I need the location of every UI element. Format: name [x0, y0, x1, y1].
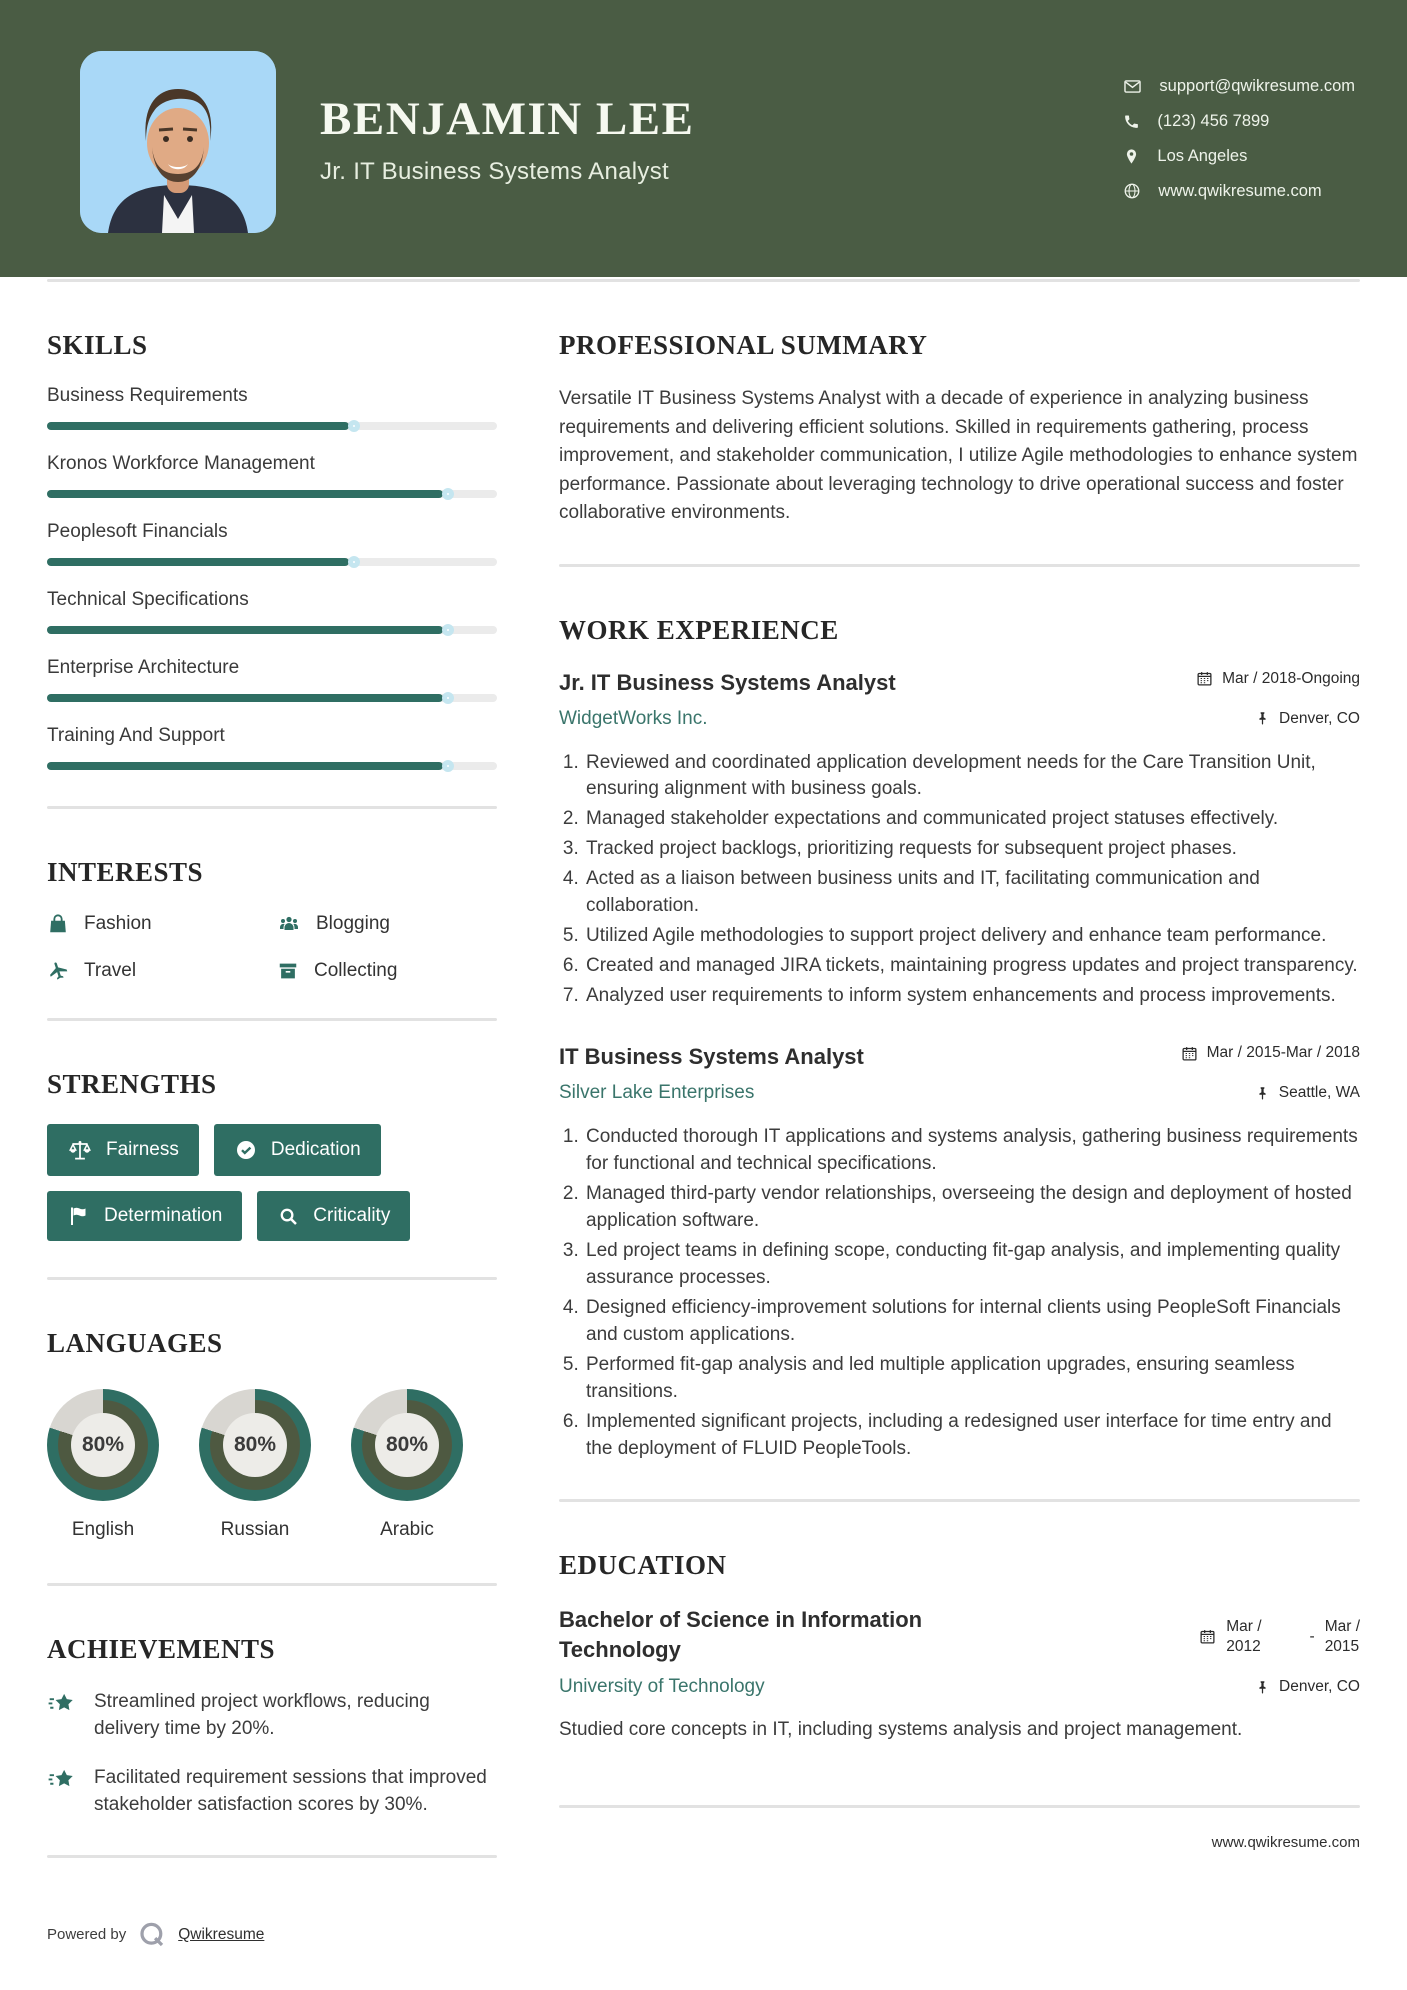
- interest-label: Blogging: [316, 913, 390, 934]
- language-label: English: [71, 1519, 135, 1540]
- skill-label: Kronos Workforce Management: [47, 453, 315, 474]
- email-icon: [1123, 77, 1142, 96]
- strength-label: Criticality: [313, 1205, 391, 1226]
- language-item: [47, 1389, 159, 1541]
- check-circle-icon: [234, 1138, 258, 1162]
- job-bullet: 6. Created and managed JIRA tickets, maintaining progress updates and project transparency.: [584, 953, 1360, 980]
- strength-chip: [47, 1191, 242, 1241]
- section-divider: [47, 1018, 497, 1021]
- job-title: IT Business Systems Analyst: [559, 1044, 864, 1070]
- education-entry: [559, 1605, 1360, 1664]
- contact-location-text: Los Angeles: [1157, 146, 1248, 165]
- job-bullet: 6. Implemented significant projects, including a redesigned user interface for time entry and the deployment of FLUID PeopleTools.: [584, 1409, 1360, 1463]
- strength-label: Dedication: [270, 1139, 361, 1160]
- calendar-icon: [1196, 670, 1213, 687]
- job-bullet: 1. Reviewed and coordinated application development needs for the Care Transition Unit, ensuring alignment with business goals.: [584, 750, 1360, 804]
- interest-item: [47, 912, 267, 936]
- achievements-list: [47, 1689, 497, 1819]
- interest-label: Collecting: [314, 960, 398, 981]
- job-date-text: Mar / 2018-Ongoing: [1222, 669, 1360, 687]
- contact-email-text: support@qwikresume.com: [1159, 76, 1355, 95]
- slider-thumb[interactable]: [442, 760, 454, 772]
- location-pin-icon: [1123, 148, 1140, 165]
- profile-photo: [80, 51, 276, 233]
- language-donut: [199, 1389, 311, 1501]
- section-divider: [559, 1805, 1360, 1808]
- skill-label: Training And Support: [47, 725, 225, 746]
- education-location: [1255, 1678, 1360, 1696]
- job-bullet: 2. Managed stakeholder expectations and communicated project statuses effectively.: [584, 806, 1360, 833]
- contact-website[interactable]: [1123, 182, 1355, 201]
- powered-by-label: Powered by: [47, 1926, 127, 1944]
- achievement-item: [47, 1689, 497, 1743]
- date-separator: -: [1309, 1627, 1315, 1645]
- job-location: [1255, 710, 1360, 728]
- achievement-item: [47, 1765, 497, 1819]
- job-bullet: 4. Designed efficiency-improvement solutions for internal clients using PeopleSoft Financials and custom applications.: [584, 1295, 1360, 1349]
- interest-item: [277, 912, 497, 936]
- skill-slider: [47, 762, 497, 770]
- skill-item: [47, 385, 497, 430]
- skill-label: Enterprise Architecture: [47, 657, 240, 678]
- strength-label: Determination: [104, 1205, 223, 1226]
- degree-title: Bachelor of Science in Information Technology: [559, 1606, 923, 1662]
- date-end-year: 2015: [1324, 1637, 1360, 1655]
- date-start-month: Mar /: [1226, 1618, 1262, 1636]
- job-location-text: Seattle, WA: [1278, 1084, 1360, 1102]
- section-divider: [47, 1855, 497, 1858]
- education-dates: [1199, 1609, 1360, 1664]
- school-link[interactable]: University of Technology: [559, 1676, 765, 1698]
- contact-block: [1123, 77, 1355, 201]
- globe-icon: [1123, 182, 1141, 200]
- section-divider: [47, 1277, 497, 1280]
- section-divider: [47, 1583, 497, 1586]
- date-end: [1325, 1617, 1360, 1656]
- job-bullet: 3. Led project teams in defining scope, conducting fit-gap analysis, and implementing quality assurance processes.: [584, 1238, 1360, 1292]
- skill-slider: [47, 626, 497, 634]
- contact-phone[interactable]: [1123, 112, 1355, 131]
- pushpin-icon: [1255, 711, 1270, 726]
- footer-left: [47, 1920, 497, 1950]
- summary-heading: PROFESSIONAL SUMMARY: [559, 330, 928, 360]
- languages-heading: LANGUAGES: [47, 1328, 223, 1358]
- users-icon: [277, 912, 301, 936]
- slider-thumb[interactable]: [348, 556, 360, 568]
- header: [0, 0, 1407, 277]
- contact-website-text: www.qwikresume.com: [1158, 181, 1322, 200]
- contact-email[interactable]: [1123, 77, 1355, 96]
- job-bullet: 7. Analyzed user requirements to inform system enhancements and process improvements.: [584, 983, 1360, 1010]
- shopping-bag-icon: [47, 913, 69, 935]
- skill-label: Peoplesoft Financials: [47, 521, 228, 542]
- portrait-illustration: [80, 51, 276, 233]
- interest-item: [277, 960, 497, 982]
- skill-item: [47, 521, 497, 566]
- header-identity: [320, 92, 694, 186]
- qwikresume-logo-icon: [137, 1920, 167, 1950]
- scales-icon: [67, 1137, 93, 1163]
- job-entry: [559, 1044, 1360, 1463]
- date-start: [1226, 1617, 1261, 1656]
- language-label: Arabic: [380, 1519, 434, 1540]
- calendar-icon: [1181, 1045, 1198, 1062]
- section-divider: [559, 1499, 1360, 1502]
- job-bullet: 4. Acted as a liaison between business units and IT, facilitating communication and collaboration.: [584, 866, 1360, 920]
- language-item: [351, 1389, 463, 1541]
- language-percent: 80%: [71, 1413, 135, 1477]
- strength-label: Fairness: [106, 1139, 179, 1160]
- left-column: [47, 282, 497, 1950]
- skill-item: [47, 657, 497, 702]
- job-bullet: 2. Managed third-party vendor relationships, overseeing the design and deployment of hosted application software.: [584, 1181, 1360, 1235]
- strengths-chips: [47, 1124, 497, 1241]
- contact-location: [1123, 147, 1355, 166]
- person-name: BENJAMIN LEE: [320, 92, 695, 145]
- language-donut: [351, 1389, 463, 1501]
- slider-thumb[interactable]: [442, 692, 454, 704]
- job-location: [1255, 1084, 1360, 1102]
- magnifier-icon: [277, 1205, 300, 1228]
- date-start-year: 2012: [1226, 1637, 1261, 1655]
- language-percent: 80%: [223, 1413, 287, 1477]
- pushpin-icon: [1255, 1680, 1270, 1695]
- skill-label: Technical Specifications: [47, 589, 249, 610]
- footer-website[interactable]: www.qwikresume.com: [1211, 1833, 1360, 1851]
- summary-text: Versatile IT Business Systems Analyst with a decade of experience in analyzing business requirements and delivering efficient solutions. Skilled in requirements gathering, process improvement, and stakeholder communication, I utilize Agile methodologies to enhance system performance. Passionate about leveraging technology to drive operational success and foster collaborative environments.: [559, 388, 1358, 523]
- job-date-text: Mar / 2015-Mar / 2018: [1206, 1044, 1360, 1062]
- interests-grid: [47, 912, 497, 982]
- calendar-icon: [1199, 1628, 1216, 1645]
- skills-list: [47, 385, 497, 770]
- job-bullet: 1. Conducted thorough IT applications and systems analysis, gathering business requirements for functional and technical specifications.: [584, 1124, 1360, 1178]
- education-location-text: Denver, CO: [1279, 1678, 1360, 1696]
- skills-heading: SKILLS: [47, 330, 148, 360]
- skill-slider: [47, 694, 497, 702]
- skill-item: [47, 725, 497, 770]
- job-bullet: 5. Utilized Agile methodologies to support project delivery and enhance team performance.: [584, 923, 1360, 950]
- archive-box-icon: [277, 960, 299, 982]
- job-location-text: Denver, CO: [1279, 709, 1360, 727]
- slider-thumb[interactable]: [348, 420, 360, 432]
- achievements-heading: ACHIEVEMENTS: [47, 1634, 276, 1664]
- job-bullet: 3. Tracked project backlogs, prioritizing requests for subsequent project phases.: [584, 836, 1360, 863]
- job-entry: [559, 670, 1360, 1011]
- strength-chip: [47, 1124, 199, 1176]
- job-bullet-list: [559, 1124, 1360, 1463]
- flag-icon: [67, 1204, 91, 1228]
- skill-slider: [47, 558, 497, 566]
- skill-item: [47, 453, 497, 498]
- section-divider: [559, 564, 1360, 567]
- education-description: Studied core concepts in IT, including systems analysis and project management.: [559, 1719, 1243, 1741]
- slider-thumb[interactable]: [442, 488, 454, 500]
- pushpin-icon: [1255, 1086, 1270, 1101]
- contact-phone-text: (123) 456 7899: [1157, 111, 1270, 130]
- language-percent: 80%: [375, 1413, 439, 1477]
- strength-chip: [214, 1124, 381, 1176]
- skill-label: Business Requirements: [47, 385, 248, 406]
- strengths-heading: STRENGTHS: [47, 1069, 217, 1099]
- interest-label: Travel: [84, 960, 137, 981]
- person-title: Jr. IT Business Systems Analyst: [320, 157, 669, 185]
- language-label: Russian: [220, 1519, 290, 1540]
- achievement-text: Streamlined project workflows, reducing delivery time by 20%.: [94, 1691, 430, 1739]
- interest-label: Fashion: [84, 913, 152, 934]
- languages-list: [47, 1389, 497, 1541]
- section-divider: [47, 806, 497, 809]
- right-column: [559, 282, 1360, 1950]
- shooting-star-icon: [47, 1691, 77, 1717]
- strength-chip: [257, 1191, 410, 1241]
- achievement-text: Facilitated requirement sessions that improved stakeholder satisfaction scores by 30%.: [94, 1766, 487, 1815]
- plane-icon: [44, 957, 72, 985]
- interests-heading: INTERESTS: [47, 857, 204, 887]
- company-link[interactable]: Silver Lake Enterprises: [559, 1082, 755, 1104]
- qwikresume-link[interactable]: Qwikresume: [178, 1925, 265, 1943]
- skill-slider: [47, 490, 497, 498]
- experience-heading: WORK EXPERIENCE: [559, 614, 839, 645]
- education-heading: EDUCATION: [559, 1549, 727, 1580]
- language-item: [199, 1389, 311, 1541]
- shooting-star-icon: [47, 1767, 77, 1793]
- job-bullet: 5. Performed fit-gap analysis and led multiple application upgrades, ensuring seamless transitions.: [584, 1352, 1360, 1406]
- date-end-month: Mar /: [1324, 1618, 1360, 1636]
- company-link[interactable]: WidgetWorks Inc.: [559, 707, 708, 729]
- slider-thumb[interactable]: [442, 624, 454, 636]
- phone-icon: [1123, 113, 1140, 130]
- skill-item: [47, 589, 497, 634]
- job-bullet-list: [559, 750, 1360, 1011]
- interest-item: [47, 960, 267, 982]
- job-date: [1181, 1044, 1360, 1062]
- language-donut: [47, 1389, 159, 1501]
- job-date: [1196, 670, 1360, 688]
- job-title: Jr. IT Business Systems Analyst: [559, 669, 896, 695]
- skill-slider: [47, 422, 497, 430]
